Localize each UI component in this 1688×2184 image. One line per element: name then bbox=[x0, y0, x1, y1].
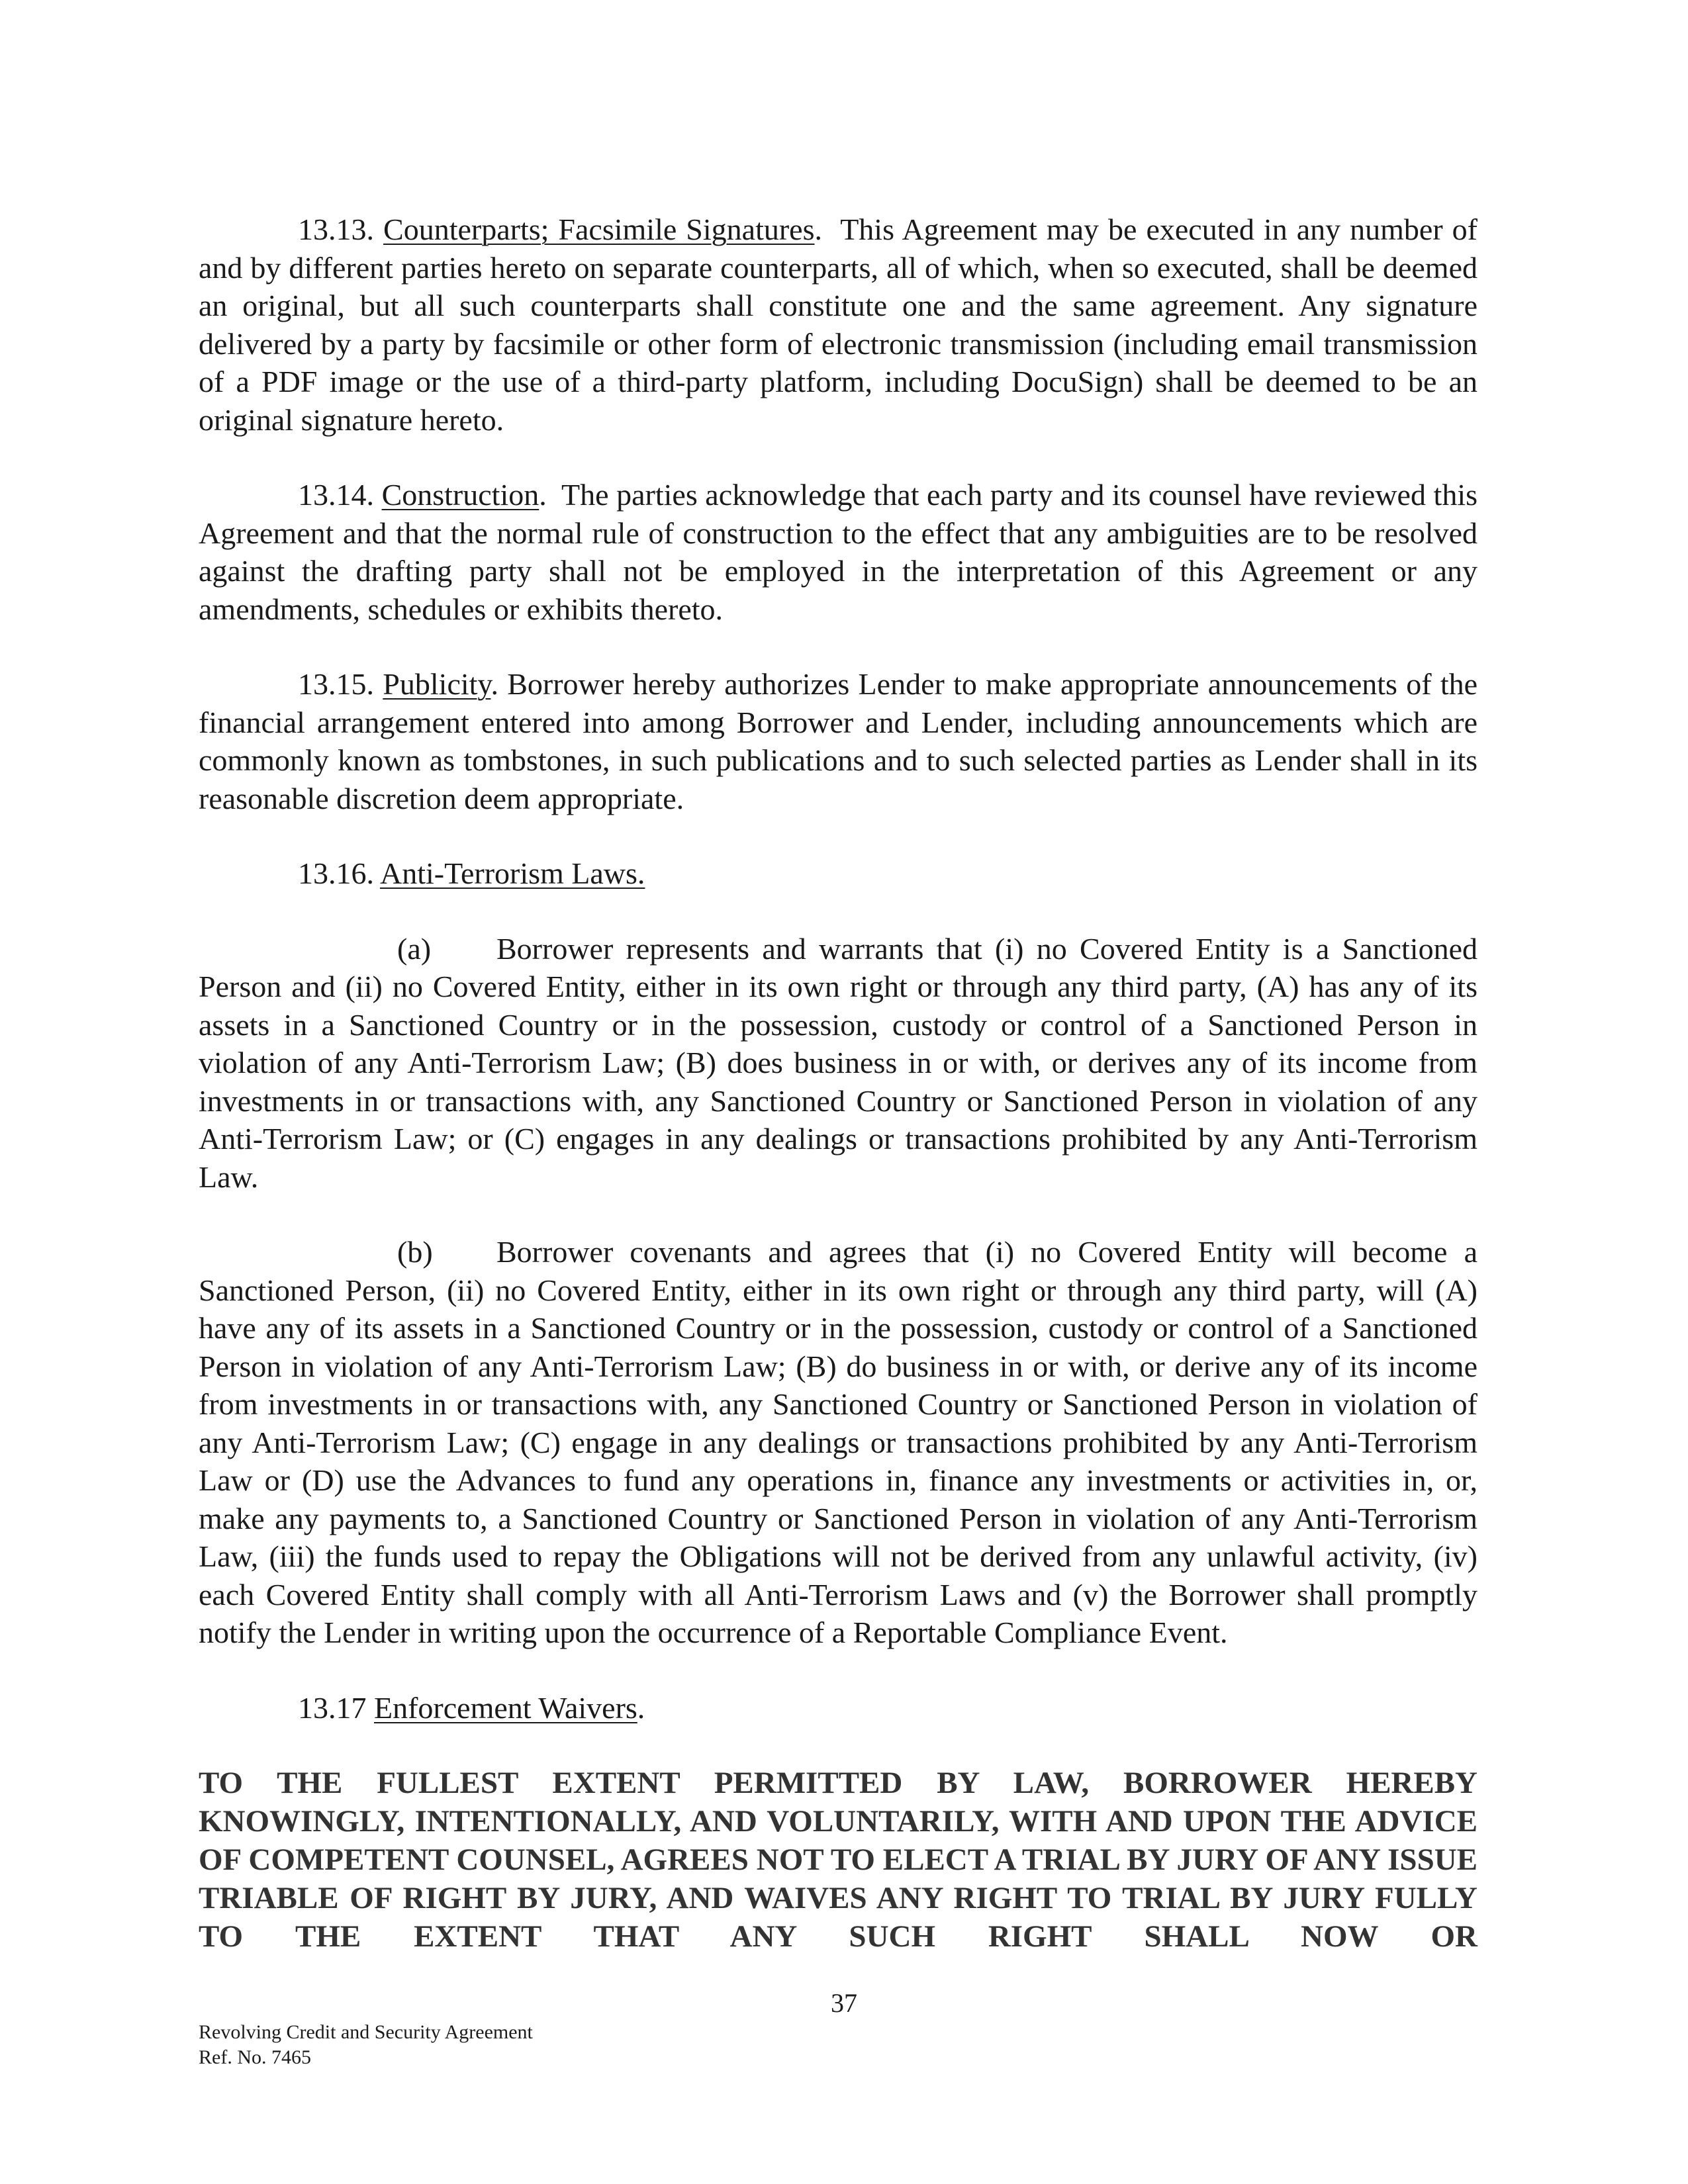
section-title: Counterparts; Facsimile Signatures bbox=[383, 212, 815, 246]
footer-document-title: Revolving Credit and Security Agreement bbox=[199, 2021, 533, 2043]
subsection-label: (a) bbox=[397, 931, 432, 966]
footer bbox=[199, 2020, 533, 2070]
section-body: The parties acknowledge that each party and its counsel have reviewed this Agreement and that the normal rule of construction to the effect that any ambiguities are to be resolved against the drafting party shall not be employed in the interpretation of this Agreement or any amendments, schedules or exhibits thereto. bbox=[199, 478, 1477, 626]
footer-reference-number: Ref. No. 7465 bbox=[199, 2046, 311, 2068]
subsection-label: (b) bbox=[397, 1235, 433, 1269]
section-number: 13.14. bbox=[298, 478, 374, 512]
section-title: Publicity bbox=[383, 667, 491, 701]
page-number: 37 bbox=[831, 1988, 857, 2018]
section-title: Construction bbox=[381, 478, 539, 512]
section-13-17-heading: 13.17 Enforcement Waivers. bbox=[298, 1690, 645, 1725]
section-13-13: 13.13. Counterparts; Facsimile Signatures. This Agreement may be executed in any number of and by different parties hereto on separate counterparts, all of which, when so executed, shall be deemed an original, but all such counterparts shall constitute one and the same agreement. Any signature delivered by a party by facsimile or other form of electronic transmission (including email transmission of a PDF image or the use of a third-party platform, including DocuSign) shall be deemed to be an original signature hereto. bbox=[199, 212, 1478, 437]
section-number: 13.15. bbox=[298, 667, 374, 701]
section-title: Anti-Terrorism Laws. bbox=[379, 856, 645, 890]
section-body: This Agreement may be executed in any number of and by different parties hereto on separate counterparts, all of which, when so executed, shall be deemed an original, but all such counterparts shall constitute one and the same agreement. Any signature delivered by a party by facsimile or other form of electronic transmission (including email transmission of a PDF image or the use of a third-party platform, including DocuSign) shall be deemed to be an original signature hereto. bbox=[199, 212, 1478, 437]
subsection-body: Borrower represents and warrants that (i) no Covered Entity is a Sanctioned Person and (ii) no Covered Entity, either in its own right or through any third party, (A) has any of its assets in a Sanctioned Country or in the possession, custody or control of a Sanctioned Person in violation of any Anti-Terrorism Law; (B) does business in or with, or derives any of its income from investments in or transactions with, any Sanctioned Country or Sanctioned Person in violation of any Anti-Terrorism Law; or (C) engages in any dealings or transactions prohibited by any Anti-Terrorism Law. bbox=[199, 931, 1477, 1194]
document-body bbox=[199, 210, 1477, 1956]
section-number: 13.17 bbox=[298, 1690, 367, 1725]
section-number: 13.16. bbox=[298, 856, 374, 890]
section-13-14: 13.14. Construction. The parties acknowledge that each party and its counsel have reviewed this Agreement and that the normal rule of construction to the effect that any ambiguities are to be resolved against the drafting party shall not be employed in the interpretation of this Agreement or any amendments, schedules or exhibits thereto. bbox=[199, 478, 1477, 626]
jury-waiver-text: TO THE FULLEST EXTENT PERMITTED BY LAW, BORROWER HEREBY KNOWINGLY, INTENTIONALLY, AND VOLUNTARILY, WITH AND UPON THE ADVICE OF COMPETENT COUNSEL, AGREES NOT TO ELECT A TRIAL BY JURY OF ANY ISSUE TRIABLE OF RIGHT BY JURY, AND WAIVES ANY RIGHT TO TRIAL BY JURY FULLY TO THE EXTENT THAT ANY SUCH RIGHT SHALL NOW OR bbox=[199, 1766, 1477, 1954]
section-13-15: 13.15. Publicity. Borrower hereby authorizes Lender to make appropriate announcements of the financial arrangement entered into among Borrower and Lender, including announcements which are commonly known as tombstones, in such publications and to such selected parties as Lender shall in its reasonable discretion deem appropriate. bbox=[199, 667, 1478, 815]
section-body: Borrower hereby authorizes Lender to make appropriate announcements of the financial arrangement entered into among Borrower and Lender, including announcements which are commonly known as tombstones, in such publications and to such selected parties as Lender shall in its reasonable discretion deem appropriate. bbox=[199, 667, 1478, 815]
section-13-16-heading bbox=[199, 854, 1477, 893]
section-title: Enforcement Waivers bbox=[374, 1690, 637, 1725]
section-13-16-b bbox=[199, 1233, 1477, 1652]
subsection-body: Borrower covenants and agrees that (i) no Covered Entity will become a Sanctioned Person, (ii) no Covered Entity, either in its own right or through any third party, will (A) have any of its assets in a Sanctioned Country or in the possession, custody or control of a Sanctioned Person in violation of any Anti-Terrorism Law; (B) do business in or with, or derive any of its income from investments in or transactions with, any Sanctioned Country or Sanctioned Person in violation of any Anti-Terrorism Law; (C) engage in any dealings or transactions prohibited by any Anti-Terrorism Law or (D) use the Advances to fund any operations in, finance any investments or activities in, or, make any payments to, a Sanctioned Country or Sanctioned Person in violation of any Anti-Terrorism Law, (iii) the funds used to repay the Obligations will not be derived from any unlawful activity, (iv) each Covered Entity shall comply with all Anti-Terrorism Laws and (v) the Borrower shall promptly notify the Lender in writing upon the occurrence of a Reportable Compliance Event. bbox=[199, 1235, 1477, 1649]
section-number: 13.13. bbox=[298, 212, 374, 246]
section-13-16-a bbox=[199, 930, 1477, 1197]
